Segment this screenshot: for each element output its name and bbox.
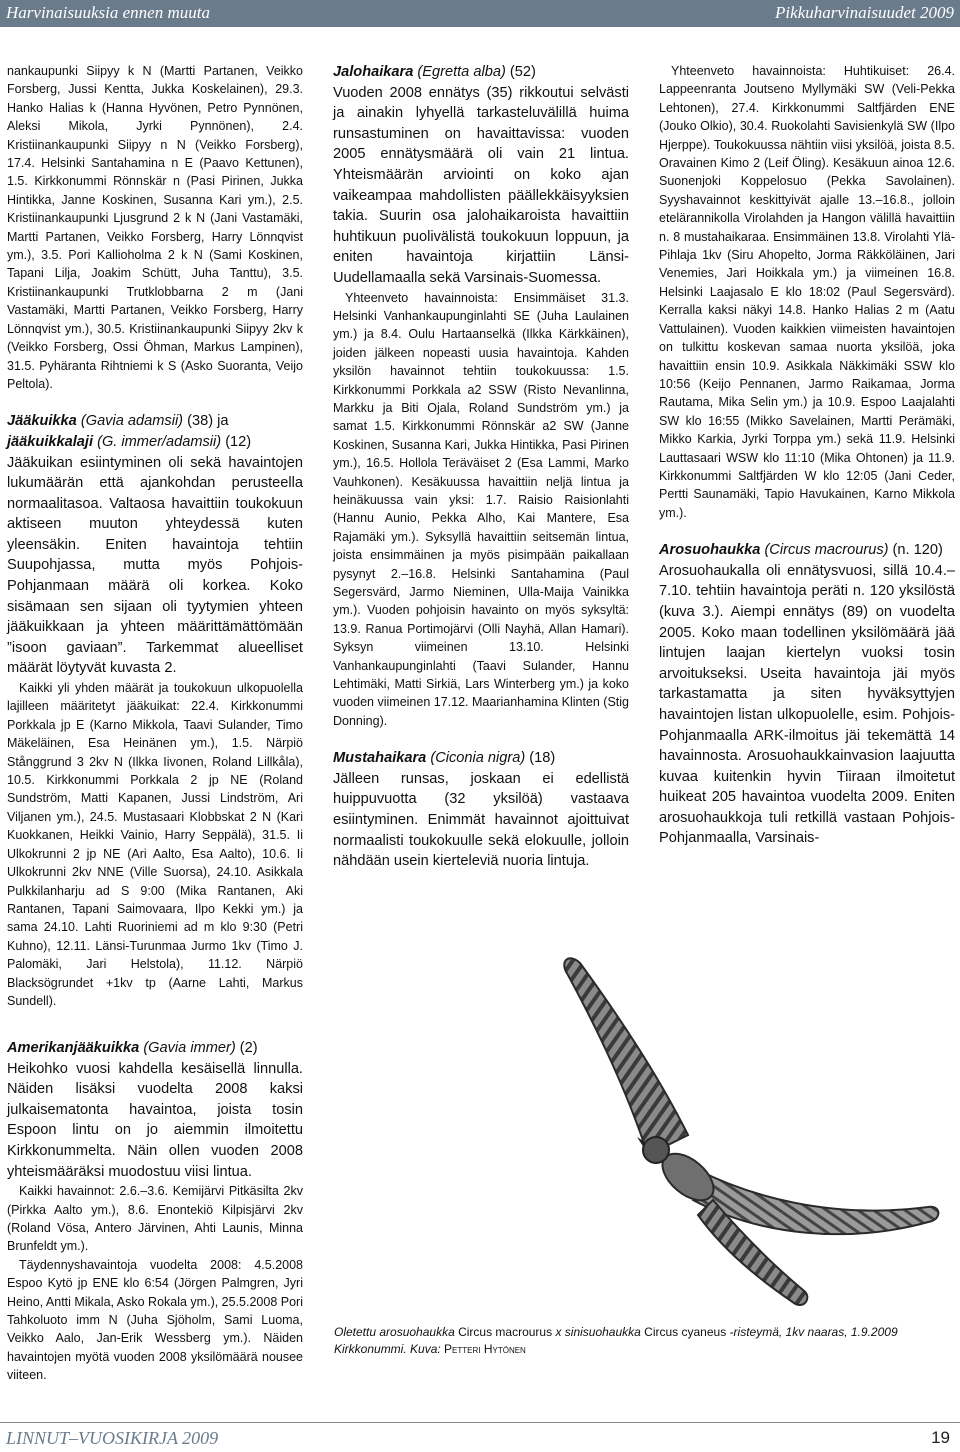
paragraph: Kaikki havainnot: 2.6.–3.6. Kemijärvi Pitkäsilta 2kv (Pirkka Aalto ym.), 8.6. Enontekiö Kilpisjärvi 2kv (Roland Vösa, Antero Järvinen, Ahti Launis, Minna Brunfeldt ym.). [7, 1184, 303, 1254]
page-header [0, 0, 960, 27]
species-intro: Vuoden 2008 ennätys (35) rikkoutui selvästi ja ainakin lyhyellä tarkasteluvälillä huima runsastuminen on havaittavissa: vuoden 2005 ennätysmäärä oli vain 21 lintua. Yhteismäärän arviointi on koko ajan vaikeampaa mahdollisten päällekkäisyyksien takia. Suurin osa jalohaikaroista havaittiin huhtikuun puolivälistä toukokuun loppuun, ja eniten havaintoja kirjattiin Länsi-Uudellamaalla sekä Varsinais-Suomessa. [333, 84, 629, 286]
species-heading: Jääkuikka (Gavia adamsii) (38) ja jääkuikkalaji (G. immer/adamsii) (12) [7, 413, 252, 450]
page-number: 19 [931, 1428, 950, 1447]
column-left [7, 62, 303, 1010]
publication-title: LINNUT–VUOSIKIRJA 2009 [6, 1428, 219, 1448]
column-left-bottom [7, 1038, 303, 1385]
column-middle [333, 62, 629, 872]
paragraph: Kaikki yli yhden määrät ja toukokuun ulkopuolella lajilleen määritetyt jääkuikat: 22.4. Kirkkonummi Porkkala jp E (Karno Mikkola, Taavi Sulander, Timo Mäkeläinen, Esa Heinänen ym.), 1.5. Närpiö Stånggrund 3 2kv N (Ilkka Iivonen, Roland Lillkåla), 10.5. Kirkkonummi Porkkala 2 jp NE (Roland Sundström, Matti Kapanen, Jussi Lindström, Ari Viljanen ym.), 24.5. Mustasaari Klobbskat 2 N (Kari Kuokkanen, Heikki Vainio, Harry Seppälä), 31.5. Ii Ulkokrunni 2 jp NE (Ari Aalto, Esa Aalto), 10.6. Ii Ulkokrunni 2kv NNE (Ville Suorsa), 24.10. Asikkala Pulkkilanharju ad S 9:00 (Mika Rantanen, Aki Rantanen, Tapani Saimovaara, Ilpo Kekki ym.) ja sama 24.10. Lahti Ruoriniemi ad m klo 9:30 (Petri Kuhno), 12.11. Länsi-Turunmaa Jurmo 1kv (Timo J. Palomäki, Jari Helstola), 11.12. Närpiö Blacksögrundet +1kv tp (Aarne Lahti, Markus Sundell). [7, 681, 303, 1008]
species-heading: Jalohaikara (Egretta alba) (52) [333, 64, 536, 80]
species-heading: Arosuohaukka (Circus macrourus) (n. 120) [659, 542, 943, 559]
chapter-title: Pikkuharvinaisuudet 2009 [775, 3, 954, 22]
hawk-wing-upper [564, 958, 688, 1155]
hawk-photo [508, 945, 948, 1320]
species-intro: Arosuohaukalla oli ennätysvuosi, sillä 10.4.–7.10. tehtiin havaintoja peräti n. 120 yksilöstä (kuva 3.). Aiempi ennätys (89) on vuodelta 2005. Koko maan todellinen yksilömäärä jää lintujen laajan kiertelyn vuoksi tosin arvoitukseksi. Useita havaintoja jäi myös tarkastamatta ja siten hyväksyttyjen havaintojen listan ulkopuolelle, esim. Pohjois-Pohjanmaalla ARK-ilmoitus jäi tekemättä 14 havainnosta. Arosuohaukkainvasion laajuutta kuvaa kuitenkin hyvin Tiiraan ilmoitetut huikeat 205 havaintoa vuodelta 2009. Eniten arosuohaukkoja tuli retkillä vastaan Pohjois-Pohjanmaalla, Varsinais- [659, 562, 955, 847]
paragraph: Yhteenveto havainnoista: Ensimmäiset 31.3. Helsinki Vanhankaupunginlahti SE (Juha Laulainen ym.) ja 8.4. Oulu Hartaanselkä (Ilkka Kärkkäinen), joiden jälkeen nopeasti uusia havaintoja. Kahden yksilön havainnot tehtiin toukokuussa: 1.5. Kirkkonummi Porkkala a2 SSW (Risto Nevanlinna, Markku ja Biti Ojala, Roland Sundström ym.) ja samat 1.5. Kirkkonummi Rönnskär a2 SW (Janne Koskinen, Susanna Kari, Jukka Hintikka, Pasi Pirinen ym.), 16.5. Hollola Teräväiset 2 (Esa Lammi, Marko Vauhkonen). Kesäkuussa havaittiin neljä lintua ja heinäkuussa vain yksi: 1.7. Raisio Raisionlahti (Hannu Aunio, Pekka Alho, Kai Mantere, Esa Rajamäki ym.). Syksyllä havaittiin seitsemän lintua, joista ensimmäinen ja myös pisimpään paikallaan pysynyt 2.–16.8. Helsinki Santahamina (Paul Segersvärd, Jarmo Nieminen, Ulla-Maija Vainikka ym.). Vuoden pohjoisin havainto on myös syksyltä: 13.9. Ranua Portimojärvi (Olli Nayhä, Allan Hamari). Syksyn viimeinen 13.10. Helsinki Vanhankaupunginlahti (Taavi Sulander, Hannu Lehtimäki, Matti Sirkiä, Lars Winterberg ym.) ja koko vuoden viimeinen 17.12. Maarianhamina Klinten (Stig Donning). [333, 290, 630, 728]
page-footer [0, 1422, 960, 1452]
paragraph: nankaupunki Siipyy k N (Martti Partanen, Veikko Forsberg, Jussi Kentta, Jukka Koskelainen), 29.3. Hanko Halias k (Hanna Hyvönen, Petro Pynnönen, Aleksi Mikola, Jyrki Pynnönen), 2.4. Kristiinankaupunki Siipyy n N (Veikko Forsberg), 17.4. Helsinki Santahamina n E (Paavo Kettunen), 1.5. Kirkkonummi Rönnskär n (Pasi Pirinen, Jukka Hintikka, Janne Koskinen, Susanna Kari ym.), 2.5. Kristiinankaupunki Ljusgrund 2 k N (Jani Vastamäki, Martti Partanen, Veikko Forsberg, Harry Lönnqvist ym.), 3.5. Pori Kallioholma 2 k N (Sami Koskinen, Tapani Lilja, Joakim Schütt, Juha Tanttu), 3.5. Kristiinankaupunki Trutklobbarna 2 m (Jani Vastamäki, Martti Partanen, Veikko Forsberg, Harry Lönnqvist ym.), 30.5. Kristiinankaupunki Siipyy 2kv k (Veikko Forsberg, Ossi Öhman, Markus Lampinen), 31.5. Pyhäranta Rihtniemi k S (Asko Suoranta, Veijo Peltola). [7, 64, 303, 391]
species-heading: Amerikanjääkuikka (Gavia immer) (2) [7, 1040, 258, 1056]
paragraph: Yhteenveto havainnoista: Huhtikuiset: 26.4. Lappeenranta Joutseno Myllymäki SW (Veli-Pekka Lehtonen), 27.4. Kirkkonummi Saltfjärden ENE (Jouko Olkio), 30.4. Ruokolahti Savisienkylä SW (Ilpo Hjerppe). Toukokuussa nähtiin viisi yksilöä, joista 8.5. Oravainen Kimo 2 (Leif Öling). Kesäkuun ainoa 12.6. Suonenjoki Koppelosuo (Pekka Savolainen). Syyshavainnot keskittyivät ajalle 13.–16.8., jolloin etelärannikolla Virolahden ja Hangon välillä havaittiin n. 8 mustahaikaraa. Ensimmäinen 13.8. Virolahti Ylä-Pihlaja 1kv (Siru Ahopelto, Jorma Räkköläinen, Jari Venemies, Jari Hoikkala ym.) ja viimeinen 16.8. Helsinki Laajasalo E klo 18:02 (Paul Segersvärd). Kerralla kaksi näkyi 14.8. Hanko Halias 2 m (Aatu Vattulainen). Vuoden kaikkien viimeisten havaintojen on tulkittu koskevan samaa nuorta yksilöä, joka havaittiin ensin 10.9. Asikkala Näkkimäki SSW klo 10:56 (Keijo Pennanen, Jarmo Raikamaa, Jorma Rautama, Mika Selin ym.) ja 10.9. Espoo Laajalahti SW klo 16:55 (Mikko Savelainen, Martti Perämäki, Mikko Karkia, Jyrki Torppa ym.) sekä 11.9. Helsinki Lauttasaari WSW klo 11:10 (Mika Ohtonen) ja 11.9. Kirkkonummi Saltfjärden W klo 12:05 (Jani Ceder, Pertti Saunamäki, Tapio Havukainen, Karno Mikkola ym.). [659, 64, 955, 520]
photo-caption: Oletettu arosuohaukka Circus macrourus x sinisuohaukka Circus cyaneus -risteymä, 1kv naaras, 1.9.2009 Kirkkonummi. Kuva: Petteri Hytönen [334, 1325, 898, 1356]
photo-credit: Petteri Hytönen [444, 1342, 526, 1356]
column-right [659, 62, 955, 849]
species-intro: Jälleen runsas, joskaan ei edellistä huippuvuotta (32 yksilöä) vastaava esiintyminen. Enimmät havainnot ajoittuivat normaalisti toukokuulle sekä elokuulle, jolloin nähdään usein kierteleviä nuoria lintuja. [333, 770, 629, 870]
species-intro: Jääkuikan esiintyminen oli sekä havaintojen lukumäärän että ajankohdan perusteella normaalitasoa. Valtaosa havaittiin toukokuun aktiseen muuton yhteydessä kuten yleensäkin. Eniten havaintoja tehtiin Suupohjassa, mutta myös Pohjois-Pohjanmaan määrä oli korkea. Koko sisämaan sen sijaan oli tyytymien yhteen jääkuikkaan ja yhteen määrittämättömään ”isoon gaviaan”. Tarkemmat alueelliset määrät löytyvät kuvasta 2. [7, 454, 303, 677]
hawk-head [643, 1137, 669, 1163]
footer-divider [0, 1422, 960, 1423]
section-title: Harvinaisuuksia ennen muuta [6, 3, 210, 22]
species-intro: Heikohko vuosi kahdella kesäisellä linnulla. Näiden lisäksi vuodelta 2008 kaksi julkaisematonta havaintoa, joista tosin Espoon lintu on jo aiemmin ilmoitettu Kirkkonummelta. Näin ollen vuoden 2008 yhteismääräksi muodostuu viisi lintua. [7, 1060, 303, 1180]
paragraph: Täydennyshavaintoja vuodelta 2008: 4.5.2008 Espoo Kytö jp ENE klo 6:54 (Jörgen Palmgren, Jyri Heino, Antti Mikala, Asko Rokala ym.), 25.5.2008 Pori Tahkoluoto imm N (Juha Sjöholm, Sami Luoma, Veikko Aalo, Jan-Erik Wessberg ym.). Näiden havaintojen myötä vuoden 2008 yksilömäärä nousee viiteen. [7, 1257, 303, 1383]
species-heading: Mustahaikara (Ciconia nigra) (18) [333, 750, 556, 767]
